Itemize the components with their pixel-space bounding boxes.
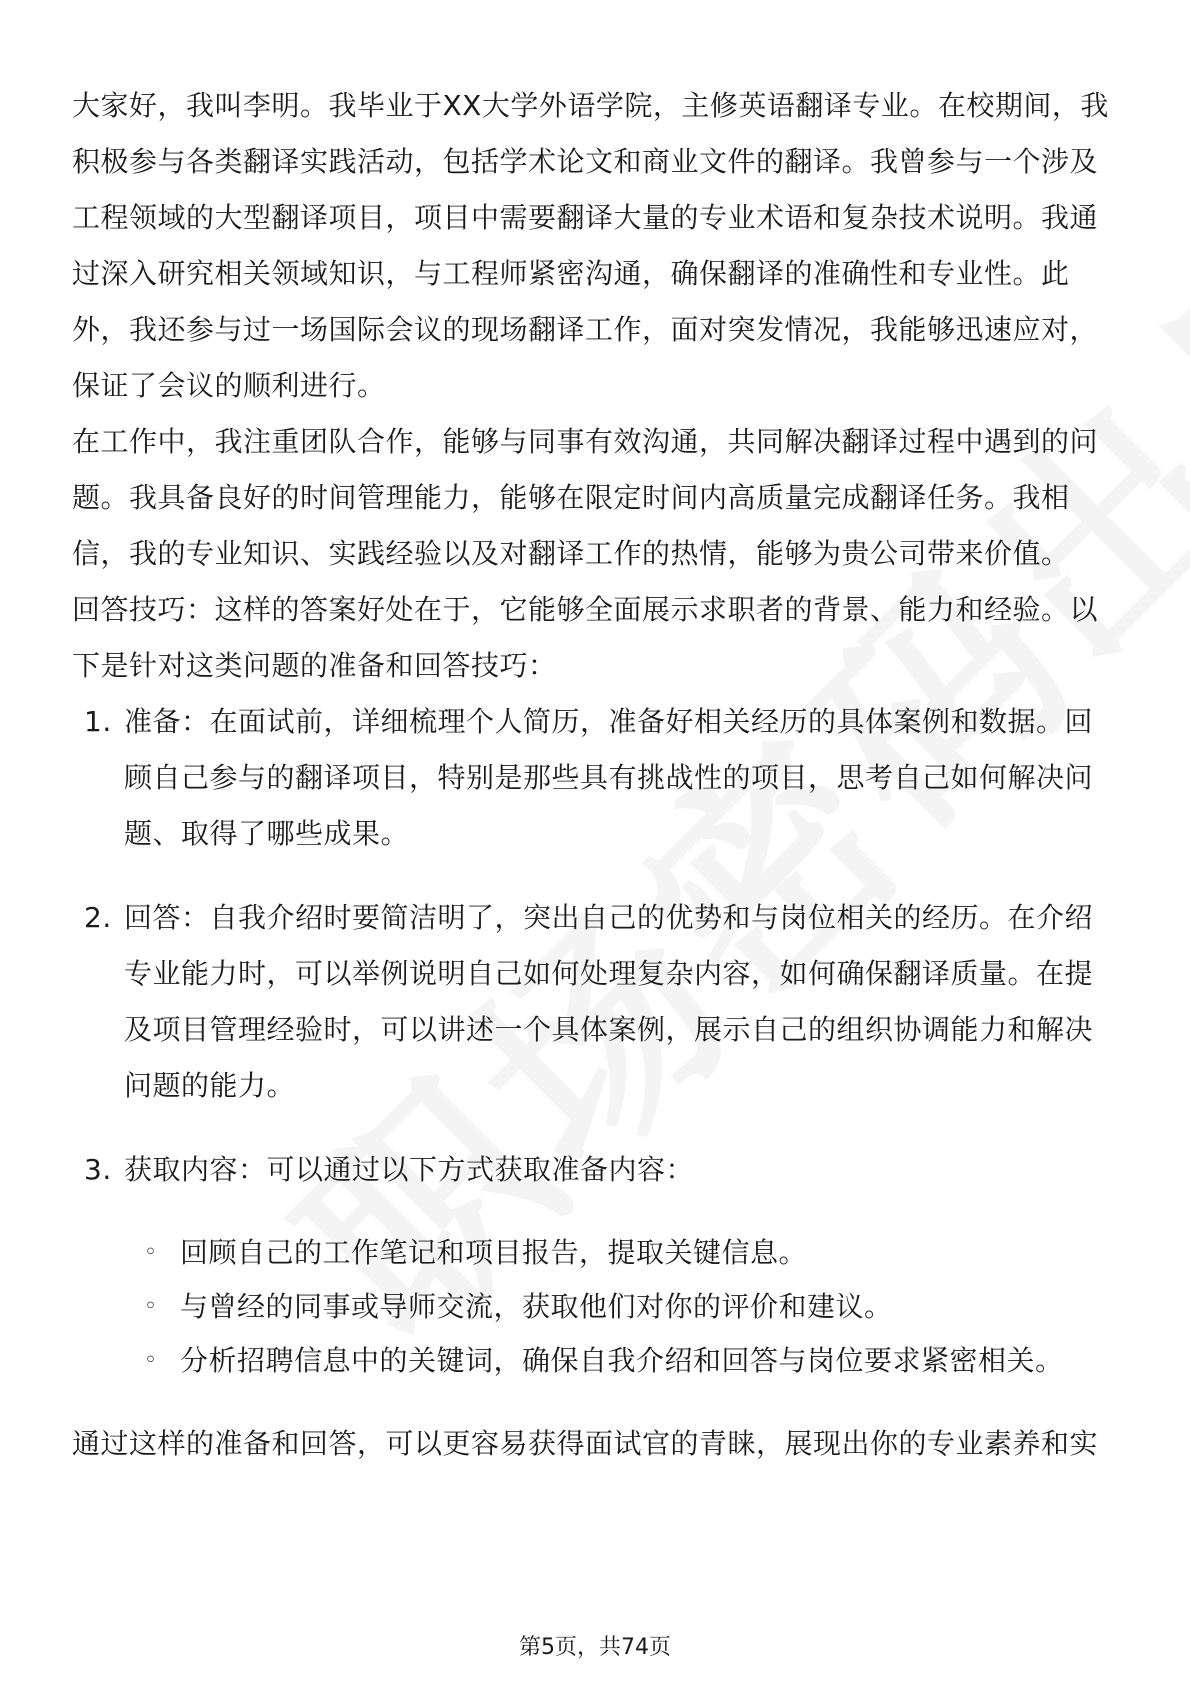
list-item-text: 获取内容：可以通过以下方式获取准备内容： [124,1153,695,1186]
list-number: 2. [84,901,112,934]
sub-list-item [144,1334,1120,1388]
list-item-text: 回答：自我介绍时要简洁明了，突出自己的优势和与岗位相关的经历。在介绍专业能力时，可以举例说明自己如何处理复杂内容，如何确保翻译质量。在提及项目管理经验时，可以讲述一个具体案例，展示自己的组织协调能力和解决问题的能力。 [124,901,1094,1102]
closing-paragraph: 通过这样的准备和回答，可以更容易获得面试官的青睐，展现出你的专业素养和实 [72,1427,1099,1460]
list-item [72,1142,1120,1388]
sub-list-item [144,1280,1120,1334]
sub-list-item [144,1226,1120,1280]
bullet-icon: ◦ [144,1348,158,1373]
bullet-icon: ◦ [144,1294,158,1319]
intro-paragraph: 大家好，我叫李明。我毕业于XX大学外语学院，主修英语翻译专业。在校期间，我积极参与各类翻译实践活动，包括学术论文和商业文件的翻译。我曾参与一个涉及工程领域的大型翻译项目，项目中需要翻译大量的专业术语和复杂技术说明。我通过深入研究相关领域知识，与工程师紧密沟通，确保翻译的准确性和专业性。此外，我还参与过一场国际会议的现场翻译工作，面对突发情况，我能够迅速应对，保证了会议的顺利进行。 [72,89,1109,402]
document-body [72,78,1120,1472]
list-item [72,890,1120,1114]
teamwork-paragraph: 在工作中，我注重团队合作，能够与同事有效沟通，共同解决翻译过程中遇到的问题。我具备良好的时间管理能力，能够在限定时间内高质量完成翻译任务。我相信，我的专业知识、实践经验以及对翻译工作的热情，能够为贵公司带来价值。 [72,425,1099,570]
tips-list [72,694,1120,1388]
list-number: 3. [84,1153,112,1186]
list-item-text: 准备：在面试前，详细梳理个人简历，准备好相关经历的具体案例和数据。回顾自己参与的翻译项目，特别是那些具有挑战性的项目，思考自己如何解决问题、取得了哪些成果。 [124,705,1094,850]
sub-list-item-text: 回顾自己的工作笔记和项目报告，提取关键信息。 [180,1236,808,1269]
sub-list-item-text: 分析招聘信息中的关键词，确保自我介绍和回答与岗位要求紧密相关。 [180,1344,1064,1377]
bullet-icon: ◦ [144,1240,158,1265]
list-number: 1. [84,705,112,738]
page-footer: 第5页，共74页 [519,1635,671,1660]
sub-list [124,1226,1120,1388]
sub-list-item-text: 与曾经的同事或导师交流，获取他们对你的评价和建议。 [180,1290,893,1323]
tips-paragraph: 回答技巧：这样的答案好处在于，它能够全面展示求职者的背景、能力和经验。以下是针对这类问题的准备和回答技巧： [72,593,1099,682]
list-item [72,694,1120,862]
